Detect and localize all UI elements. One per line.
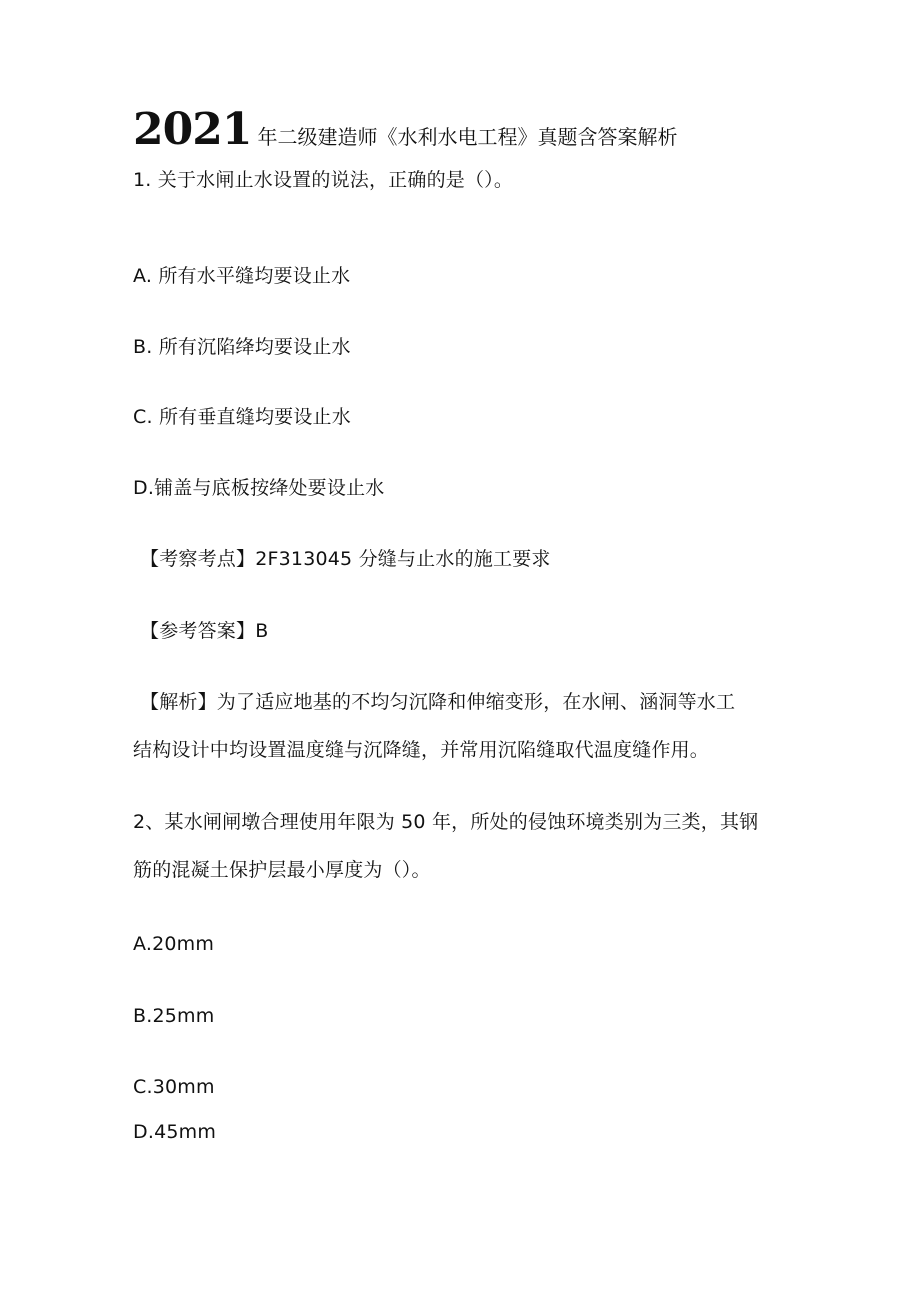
title-text: 年二级建造师《水利水电工程》真题含答案解析	[257, 125, 678, 149]
question-1-option-d: D.铺盖与底板按绛处要设止水	[133, 477, 385, 499]
question-1-analysis-line-2: 结构设计中均设置温度缝与沉降缝，并常用沉陷缝取代温度缝作用。	[133, 739, 710, 761]
question-1-option-b: B. 所有沉陷绛均要设止水	[133, 336, 351, 358]
title-year: 2021	[133, 104, 252, 155]
question-2-stem-line-1: 2、某水闸闸墩合理使用年限为 50 年，所处的侵蚀环境类别为三类，其钢	[133, 811, 759, 833]
question-1-answer: 【参考答案】B	[140, 620, 269, 642]
question-2-option-b: B.25mm	[133, 1005, 215, 1027]
document-title	[133, 104, 677, 163]
question-1-exam-point: 【考察考点】2F313045 分缝与止水的施工要求	[140, 548, 551, 570]
question-2-option-a: A.20mm	[133, 933, 215, 955]
question-1-option-a: A. 所有水平缝均要设止水	[133, 265, 351, 287]
question-2-stem-line-2: 筋的混凝土保护层最小厚度为（）。	[133, 859, 431, 881]
question-1-stem: 1. 关于水闸止水设置的说法，正确的是（）。	[133, 169, 514, 191]
question-2-option-c: C.30mm	[133, 1076, 215, 1098]
question-1-option-c: C. 所有垂直缝均要设止水	[133, 406, 351, 428]
question-1-analysis-line-1: 【解析】为了适应地基的不均匀沉降和伸缩变形，在水闸、涵洞等水工	[140, 691, 736, 713]
question-2-option-d: D.45mm	[133, 1121, 217, 1143]
